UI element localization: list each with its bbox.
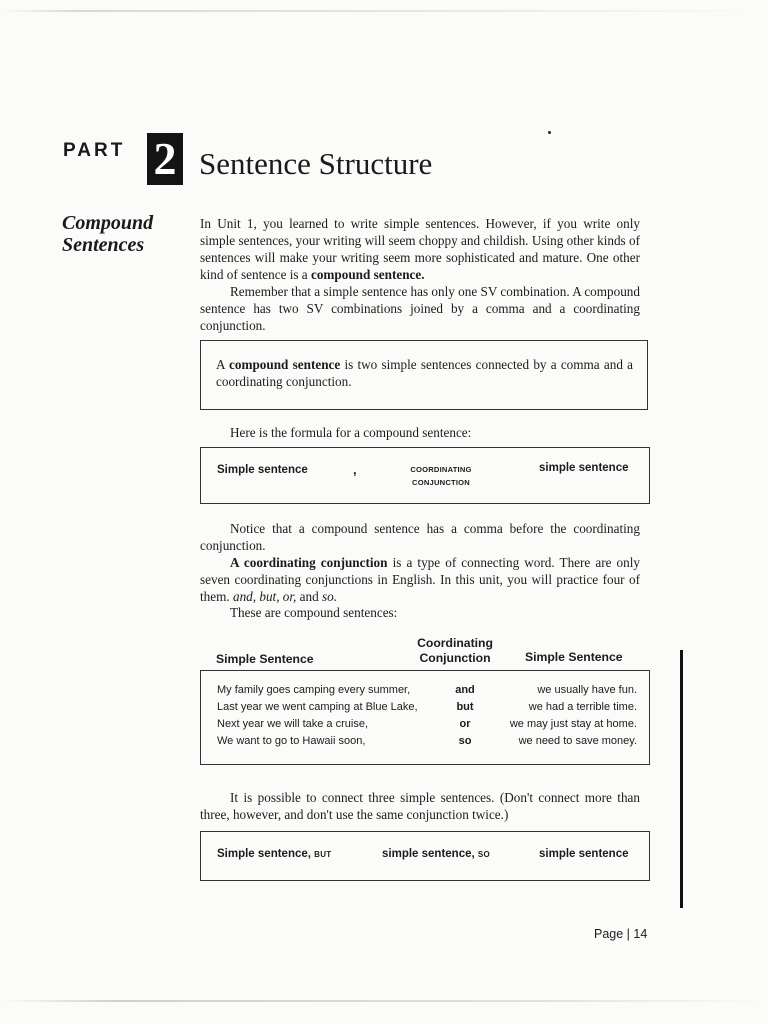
scan-edge-bottom bbox=[0, 1000, 768, 1002]
definition-box bbox=[200, 340, 648, 410]
part-label: PART bbox=[63, 140, 126, 161]
table-row bbox=[217, 718, 637, 735]
section-heading-line2: Sentences bbox=[62, 234, 145, 256]
definition-term: compound sentence bbox=[229, 357, 341, 372]
header-simple-sentence-2: Simple Sentence bbox=[525, 650, 623, 664]
header-coord-line2: Conjunction bbox=[419, 651, 491, 665]
notice-text: is a type of connecting word. There are only seven coordinating conjunctions in English. In this unit, you will practice four of them. bbox=[200, 555, 641, 604]
scan-speck bbox=[548, 131, 551, 134]
definition-text: is two simple sentences connected by a comma and a coordinating conjunction. bbox=[216, 357, 633, 389]
row-sentence-1: My family goes camping every summer, bbox=[217, 684, 411, 696]
three-part2-text: simple sentence, bbox=[382, 848, 478, 860]
row-conjunction: and bbox=[455, 684, 475, 696]
section-heading-line1: Compound bbox=[62, 212, 154, 234]
notice-term: A coordinating conjunction bbox=[230, 555, 388, 570]
intro-paragraph-2: Remember that a simple sentence has only one SV combination. A compound sentence has two SV combinations joined by a comma and a coordinating conjunction. bbox=[200, 284, 640, 333]
row-sentence-1: Last year we went camping at Blue Lake, bbox=[217, 701, 418, 713]
three-conj2: SO bbox=[477, 850, 491, 859]
three-conj1: BUT bbox=[314, 850, 332, 859]
header-coordinating-conjunction bbox=[410, 636, 500, 666]
formula-coord-line2: CONJUNCTION bbox=[412, 478, 470, 487]
row-conjunction: so bbox=[458, 735, 472, 747]
table-row bbox=[217, 735, 637, 752]
notice-examples: and, but, or, bbox=[232, 589, 297, 604]
row-sentence-2: we had a terrible time. bbox=[528, 701, 637, 713]
row-sentence-1: Next year we will take a cruise, bbox=[217, 718, 368, 730]
row-sentence-2: we may just stay at home. bbox=[509, 718, 637, 730]
intro-term: compound sentence. bbox=[310, 267, 425, 282]
page-number: Page | 14 bbox=[594, 927, 648, 941]
notice-and: and bbox=[296, 589, 322, 604]
formula-comma: , bbox=[353, 462, 357, 477]
three-part1-text: Simple sentence, bbox=[217, 848, 315, 860]
row-conjunction: or bbox=[459, 718, 471, 730]
definition-lead: A bbox=[216, 357, 230, 372]
three-formula-part1 bbox=[217, 848, 332, 860]
part-number-badge: 2 bbox=[147, 133, 183, 185]
row-sentence-2: we usually have fun. bbox=[537, 684, 637, 696]
three-sentences-intro: It is possible to connect three simple sentences. (Don't connect more than three, however, and don't use the same conjunction twice.) bbox=[200, 790, 640, 822]
three-formula-part3: simple sentence bbox=[539, 848, 629, 860]
formula-coord-line1: COORDINATING bbox=[410, 465, 472, 474]
notice-paragraph-1: Notice that a compound sentence has a comma before the coordinating conjunction. bbox=[200, 521, 640, 553]
scan-artifact-bar bbox=[680, 650, 683, 908]
notice-paragraph-2 bbox=[200, 554, 640, 605]
header-simple-sentence-1: Simple Sentence bbox=[216, 652, 314, 666]
row-conjunction: but bbox=[456, 701, 474, 713]
formula-coordinating-conjunction bbox=[401, 463, 481, 489]
three-formula-part2 bbox=[382, 848, 490, 860]
formula-box bbox=[200, 447, 650, 504]
row-sentence-1: We want to go to Hawaii soon, bbox=[217, 735, 366, 747]
formula-part1: Simple sentence bbox=[217, 464, 308, 476]
header-coord-line1: Coordinating bbox=[417, 636, 493, 650]
table-row bbox=[217, 701, 637, 718]
formula-intro: Here is the formula for a compound sentence: bbox=[230, 425, 472, 440]
notice-example-so: so. bbox=[322, 589, 338, 604]
intro-paragraph-1 bbox=[200, 215, 640, 283]
table-row bbox=[217, 684, 637, 701]
row-sentence-2: we need to save money. bbox=[518, 735, 637, 747]
formula-part2: simple sentence bbox=[539, 462, 629, 474]
examples-table bbox=[200, 670, 650, 765]
three-sentence-formula-box bbox=[200, 831, 650, 881]
notice-paragraph-3: These are compound sentences: bbox=[230, 605, 398, 620]
section-heading bbox=[62, 212, 153, 256]
table-headers bbox=[200, 636, 650, 670]
scan-edge-top bbox=[0, 10, 768, 12]
page-title: Sentence Structure bbox=[199, 146, 433, 181]
intro-text: In Unit 1, you learned to write simple sentences. However, if you write only simple sentences, your writing will seem choppy and childish. Using other kinds of sentences will make your writing seem more sophisticated and mature. One other kind of sentence is a bbox=[200, 216, 640, 282]
